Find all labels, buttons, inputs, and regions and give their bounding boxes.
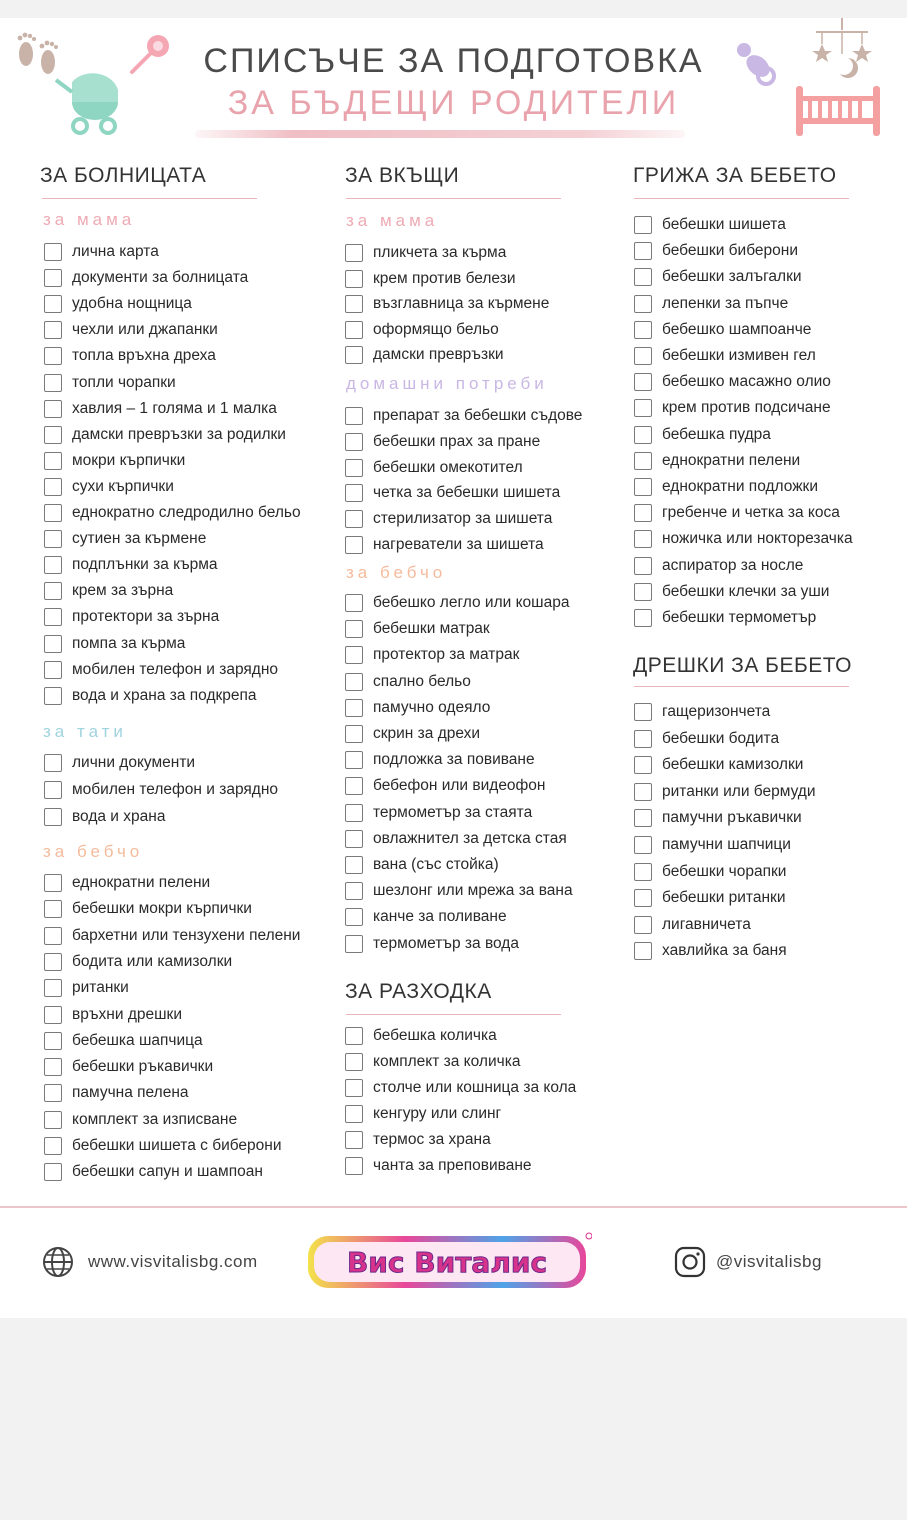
checkbox[interactable] (345, 1079, 363, 1097)
checklist-item-label: крем за зърна (72, 582, 174, 600)
checkbox[interactable] (634, 216, 652, 234)
checklist-item-label: бебешки измивен гел (662, 347, 816, 364)
checklist-item-label: сухи кърпички (72, 477, 174, 495)
checklist-item[interactable] (345, 644, 519, 666)
checkbox[interactable] (44, 754, 62, 772)
checklist-item-label: бебешки чорапки (662, 862, 787, 880)
checklist-item[interactable] (44, 1056, 213, 1078)
footer-divider (0, 1206, 907, 1208)
checkbox[interactable] (345, 346, 363, 364)
checklist-item-label: бебешка пудра (662, 425, 771, 443)
checkbox[interactable] (44, 295, 62, 313)
checkbox[interactable] (44, 452, 62, 470)
checklist-item[interactable] (634, 450, 800, 472)
checklist-item[interactable] (44, 450, 185, 472)
subsection-hospital-mom: за мама (43, 210, 136, 229)
checklist-item[interactable] (44, 528, 206, 550)
checklist-item-label: лепенки за пъпче (662, 294, 789, 312)
checklist-item-label: бебешко масажно олио (662, 373, 831, 391)
checklist-item-label: удобна нощница (72, 295, 192, 313)
checklist-item[interactable] (634, 345, 816, 367)
checkbox[interactable] (345, 407, 363, 425)
vis-vitalis-logo (306, 1230, 592, 1292)
checkbox[interactable] (44, 321, 62, 339)
checkbox[interactable] (44, 582, 62, 600)
checklist-item-label: ританки (72, 979, 129, 997)
checkbox[interactable] (345, 646, 363, 664)
checklist-item[interactable] (345, 933, 519, 955)
checklist-item[interactable] (44, 554, 218, 576)
checkbox[interactable] (634, 242, 652, 260)
instagram-handle[interactable]: @visvitalisbg (716, 1252, 822, 1271)
checklist-item[interactable] (634, 914, 751, 936)
globe-icon (42, 1246, 74, 1278)
checkbox[interactable] (44, 1058, 62, 1076)
checklist-item-label: памучна пелена (72, 1084, 189, 1102)
checkbox[interactable] (345, 751, 363, 769)
checkbox[interactable] (44, 426, 62, 444)
checklist-item[interactable] (345, 1103, 501, 1125)
checklist-item[interactable] (634, 502, 840, 524)
checklist-item-label: термос за храна (373, 1131, 491, 1148)
checklist-item-label: бебешки клечки за уши (662, 582, 830, 600)
checklist-item-label: еднократно следродилно бельо (72, 504, 301, 521)
checklist-item-label: бебешки бодита (662, 729, 780, 747)
checklist-item-label: вода и храна (72, 808, 166, 825)
checkbox[interactable] (44, 874, 62, 892)
checklist-item-label: бебешко шампоанче (662, 320, 812, 338)
checklist-page (0, 18, 907, 1318)
checkbox[interactable] (44, 1032, 62, 1050)
checklist-item[interactable] (634, 476, 818, 498)
checkbox[interactable] (345, 484, 363, 502)
checkbox[interactable] (345, 804, 363, 822)
checklist-item[interactable] (345, 1077, 576, 1099)
checkbox[interactable] (345, 882, 363, 900)
checklist-item-label: спално бельо (373, 672, 471, 690)
checklist-item[interactable] (44, 1161, 263, 1183)
checklist-item-label: вода и храна за подкрепа (72, 686, 257, 704)
checklist-item[interactable] (44, 267, 248, 289)
checkbox[interactable] (634, 889, 652, 907)
subsection-hospital-baby: за бебчо (43, 842, 144, 861)
checklist-item-label: вана (със стойка) (373, 856, 499, 873)
title-line-2: ЗА БЪДЕЩИ РОДИТЕЛИ (227, 84, 680, 122)
checklist-item[interactable] (345, 457, 523, 479)
checklist-item[interactable] (634, 607, 816, 629)
checkbox[interactable] (345, 673, 363, 691)
checkbox[interactable] (634, 916, 652, 934)
checkbox[interactable] (345, 935, 363, 953)
checkbox[interactable] (44, 269, 62, 287)
checklist-item[interactable] (345, 319, 499, 341)
checklist-item[interactable] (345, 405, 582, 427)
checklist-item[interactable] (345, 618, 490, 640)
checkbox[interactable] (44, 243, 62, 261)
checklist-item[interactable] (44, 1135, 282, 1157)
checklist-item-label: пликчета за кърма (373, 244, 507, 261)
checklist-item-label: бебешки ръкавички (72, 1058, 214, 1076)
section-divider (346, 198, 561, 199)
checkbox[interactable] (44, 400, 62, 418)
checkbox[interactable] (44, 1084, 62, 1102)
checklist-item-label: бебешки шишета с биберони (72, 1137, 282, 1154)
checkbox[interactable] (345, 620, 363, 638)
checklist-item-label: термометър за стаята (373, 803, 533, 821)
checkbox[interactable] (345, 510, 363, 528)
checklist-item-label: термометър за вода (373, 934, 519, 952)
checklist-item[interactable] (345, 749, 535, 771)
checklist-item-label: чанта за преповиване (373, 1157, 532, 1174)
checklist-item[interactable] (44, 241, 159, 263)
checklist-item[interactable] (44, 951, 232, 973)
subsection-hospital-dad: за тати (43, 722, 127, 741)
checklist-item-label: подложка за повиване (373, 751, 535, 769)
checklist-item-label: столче или кошница за кола (373, 1079, 577, 1096)
checklist-item-label: крем против белези (373, 269, 516, 287)
checkbox[interactable] (634, 756, 652, 774)
checkbox[interactable] (345, 270, 363, 288)
checklist-item-label: хавлийка за баня (662, 942, 787, 960)
checklist-item[interactable] (345, 697, 490, 719)
checkbox[interactable] (345, 536, 363, 554)
checklist-item[interactable] (44, 779, 278, 801)
checklist-item[interactable] (345, 508, 552, 530)
checklist-item-label: канче за поливане (373, 908, 507, 926)
checkbox[interactable] (634, 863, 652, 881)
checklist-item[interactable] (44, 476, 174, 498)
checklist-item[interactable] (634, 555, 803, 577)
checklist-item-label: гащеризончета (662, 703, 771, 720)
checklist-item-label: мобилен телефон и зарядно (72, 781, 279, 798)
checkbox[interactable] (634, 836, 652, 854)
checklist-item[interactable] (345, 723, 480, 745)
checklist-item[interactable] (634, 266, 802, 288)
checklist-item[interactable] (44, 752, 195, 774)
checklist-item-label: бебешки камизолки (662, 756, 804, 774)
checkbox[interactable] (634, 347, 652, 365)
section-title-clothes: ДРЕШКИ ЗА БЕБЕТО (633, 654, 852, 677)
checklist-item[interactable] (44, 1030, 203, 1052)
checklist-item-label: оформящо бельо (373, 320, 499, 338)
checkbox[interactable] (44, 687, 62, 705)
checklist-item[interactable] (345, 828, 567, 850)
checklist-item-label: чехли или джапанки (72, 321, 218, 339)
section-divider (346, 1014, 561, 1015)
checklist-item-label: памучно одеяло (373, 698, 491, 716)
checklist-item[interactable] (44, 806, 165, 828)
checklist-item[interactable] (634, 834, 791, 856)
checklist-item-label: лични документи (72, 754, 196, 771)
checklist-item-label: крем против подсичане (662, 399, 831, 417)
checkbox[interactable] (44, 953, 62, 971)
checklist-item[interactable] (345, 1155, 532, 1177)
checklist-item-label: еднократни пелени (662, 451, 801, 469)
checklist-item-label: еднократни пелени (72, 874, 211, 891)
section-title-outing: ЗА РАЗХОДКА (345, 980, 492, 1003)
checklist-item-label: ританки или бермуди (662, 782, 816, 800)
section-divider (634, 198, 849, 199)
checklist-item-label: бебешки матрак (373, 620, 490, 638)
checklist-item[interactable] (345, 1051, 520, 1073)
checklist-item[interactable] (44, 1004, 182, 1026)
checklist-item[interactable] (634, 424, 771, 446)
subsection-home-mom: за мама (346, 211, 439, 230)
checkbox[interactable] (44, 1006, 62, 1024)
checklist-item-label: нагреватели за шишета (373, 536, 544, 553)
checklist-item[interactable] (345, 906, 507, 928)
title-underline (195, 130, 685, 138)
section-title-care: ГРИЖА ЗА БЕБЕТО (633, 164, 837, 187)
checklist-item-label: протектор за матрак (373, 646, 520, 664)
checklist-item[interactable] (345, 592, 569, 614)
checklist-item[interactable] (634, 728, 779, 750)
website-link[interactable]: www.visvitalisbg.com (88, 1252, 258, 1271)
checklist-item-label: памучни ръкавички (662, 809, 802, 827)
checklist-item-label: протектори за зърна (72, 608, 220, 626)
checkbox[interactable] (44, 808, 62, 826)
checklist-item[interactable] (345, 431, 540, 453)
checklist-item-label: мокри кърпички (72, 451, 186, 469)
checkbox[interactable] (634, 426, 652, 444)
checklist-item-label: топли чорапки (72, 373, 176, 391)
checklist-item[interactable] (345, 534, 544, 556)
checklist-item-label: бебешки прах за пране (373, 432, 541, 450)
checkbox[interactable] (44, 608, 62, 626)
checkbox[interactable] (44, 979, 62, 997)
checklist-item[interactable] (345, 880, 573, 902)
subsection-household: домашни потреби (346, 374, 548, 393)
checklist-item[interactable] (634, 807, 802, 829)
checkbox[interactable] (345, 244, 363, 262)
checkbox[interactable] (44, 347, 62, 365)
checklist-item[interactable] (345, 802, 532, 824)
instagram-icon (674, 1246, 706, 1278)
checkbox[interactable] (634, 268, 652, 286)
checkbox[interactable] (345, 1157, 363, 1175)
logo-text: Вис Виталис (346, 1246, 548, 1279)
checkbox[interactable] (345, 725, 363, 743)
checklist-item-label: комплект за количка (373, 1053, 521, 1070)
checkbox[interactable] (634, 809, 652, 827)
checkbox[interactable] (634, 399, 652, 417)
checklist-item[interactable] (44, 1082, 189, 1104)
checkbox[interactable] (634, 373, 652, 391)
checklist-item[interactable] (44, 372, 176, 394)
checklist-item-label: хавлия – 1 голяма и 1 малка (72, 399, 277, 417)
checkbox[interactable] (44, 661, 62, 679)
checkbox[interactable] (44, 1163, 62, 1181)
checklist-item[interactable] (634, 781, 816, 803)
checklist-item[interactable] (44, 872, 210, 894)
checkbox[interactable] (345, 1105, 363, 1123)
checkbox[interactable] (44, 635, 62, 653)
checklist-item[interactable] (44, 580, 173, 602)
checklist-item-label: бебешка шапчица (72, 1031, 203, 1049)
checkbox[interactable] (634, 583, 652, 601)
checkbox[interactable] (345, 777, 363, 795)
checkbox[interactable] (44, 374, 62, 392)
checklist-item[interactable] (44, 977, 129, 999)
checklist-item[interactable] (44, 1109, 237, 1131)
checklist-item[interactable] (44, 319, 218, 341)
checklist-item[interactable] (345, 242, 506, 264)
checklist-item-label: подплънки за кърма (72, 556, 218, 574)
checklist-item-label: бебешки омекотител (373, 458, 523, 476)
checklist-item-label: бебешки сапун и шампоан (72, 1163, 263, 1181)
checkbox[interactable] (345, 830, 363, 848)
checklist-item-label: връхни дрешки (72, 1005, 182, 1023)
checklist-item[interactable] (345, 293, 549, 315)
checkbox[interactable] (634, 730, 652, 748)
checklist-item-label: скрин за дрехи (373, 725, 481, 742)
checklist-item[interactable] (634, 940, 787, 962)
checkbox[interactable] (345, 1053, 363, 1071)
checklist-item-label: бебешки ританки (662, 889, 786, 907)
checklist-item[interactable] (44, 925, 300, 947)
checklist-item-label: топла връхна дреха (72, 347, 216, 365)
checklist-item-label: възглавница за кърмене (373, 295, 550, 313)
checklist-item-label: кенгуру или слинг (373, 1105, 502, 1122)
checklist-item[interactable] (345, 1025, 497, 1047)
checklist-item[interactable] (345, 671, 471, 693)
checkbox[interactable] (44, 781, 62, 799)
section-title-home: ЗА ВКЪЩИ (345, 164, 460, 187)
checklist-item-label: дамски превръзки за родилки (72, 425, 286, 443)
checkbox[interactable] (345, 594, 363, 612)
checklist-item[interactable] (345, 268, 515, 290)
checklist-item-label: памучни шапчици (662, 836, 791, 853)
checkbox[interactable] (345, 459, 363, 477)
checklist-item-label: бодита или камизолки (72, 952, 233, 970)
checkbox[interactable] (634, 295, 652, 313)
checklist-item[interactable] (44, 424, 286, 446)
subsection-home-baby: за бебчо (346, 563, 447, 582)
checklist-item[interactable] (44, 293, 192, 315)
checklist-item[interactable] (634, 754, 803, 776)
checklist-item-label: бебешки мокри кърпички (72, 900, 252, 918)
checklist-item-label: помпа за кърма (72, 634, 186, 652)
checkbox[interactable] (634, 504, 652, 522)
checkbox[interactable] (634, 530, 652, 548)
checklist-item-label: ножичка или нокторезачка (662, 530, 853, 548)
checklist-item[interactable] (634, 397, 831, 419)
checklist-item-label: стерилизатор за шишета (373, 510, 553, 528)
checklist-item-label: шезлонг или мрежа за вана (373, 882, 573, 900)
checklist-item[interactable] (345, 854, 499, 876)
checklist-item[interactable] (634, 528, 853, 550)
checkbox[interactable] (345, 433, 363, 451)
section-divider (42, 198, 257, 199)
checklist-item-label: бебешки залъгалки (662, 268, 802, 286)
checklist-item-label: бебефон или видеофон (373, 777, 546, 795)
checklist-item-label: овлажнител за детска стая (373, 829, 567, 847)
checkbox[interactable] (634, 783, 652, 801)
checkbox[interactable] (44, 556, 62, 574)
checkbox[interactable] (345, 295, 363, 313)
checklist-item[interactable] (44, 633, 185, 655)
checkbox[interactable] (44, 1137, 62, 1155)
title-line-1: СПИСЪЧЕ ЗА ПОДГОТОВКА (203, 42, 704, 80)
checkbox[interactable] (44, 504, 62, 522)
checkbox[interactable] (44, 927, 62, 945)
checkbox[interactable] (44, 1111, 62, 1129)
checklist-item[interactable] (44, 898, 252, 920)
checklist-item[interactable] (634, 581, 829, 603)
checkbox[interactable] (345, 1131, 363, 1149)
checklist-item-label: лигавничета (662, 915, 751, 933)
checklist-item-label: бебешко легло или кошара (373, 594, 570, 611)
checklist-item[interactable] (345, 1129, 491, 1151)
checkbox[interactable] (634, 942, 652, 960)
checklist-item-label: документи за болницата (72, 269, 249, 287)
checklist-item[interactable] (634, 293, 788, 315)
checklist-item-label: дамски превръзки (373, 346, 504, 364)
checklist-item[interactable] (44, 606, 219, 628)
checklist-item-label: бебешки термометър (662, 609, 817, 626)
checkbox[interactable] (634, 703, 652, 721)
checkbox[interactable] (44, 900, 62, 918)
checkbox[interactable] (634, 321, 652, 339)
checklist-item[interactable] (44, 659, 278, 681)
checkbox[interactable] (345, 908, 363, 926)
header (0, 18, 907, 168)
checklist-item-label: аспиратор за носле (662, 556, 804, 574)
checklist-item[interactable] (44, 502, 301, 524)
checkbox[interactable] (345, 321, 363, 339)
checklist-item-label: лична карта (72, 243, 159, 260)
checklist-item-label: бебешки биберони (662, 242, 798, 260)
checklist-item-label: бархетни или тензухени пелени (72, 926, 301, 944)
checklist-item-label: гребенче и четка за коса (662, 504, 840, 522)
checkbox[interactable] (44, 530, 62, 548)
checkbox[interactable] (634, 557, 652, 575)
checkbox[interactable] (345, 1027, 363, 1045)
checklist-item-label: сутиен за кърмене (72, 530, 207, 548)
checkbox[interactable] (345, 856, 363, 874)
checklist-item[interactable] (634, 887, 785, 909)
checklist-item[interactable] (634, 701, 770, 723)
checklist-item[interactable] (44, 398, 277, 420)
checklist-item-label: комплект за изписване (72, 1110, 238, 1128)
checkbox[interactable] (634, 609, 652, 627)
checklist-item[interactable] (345, 344, 504, 366)
checklist-item-label: мобилен телефон и зарядно (72, 660, 279, 678)
checkbox[interactable] (634, 478, 652, 496)
checkbox[interactable] (44, 478, 62, 496)
checkbox[interactable] (345, 699, 363, 717)
section-divider (634, 686, 849, 687)
checklist-item-label: бебешка количка (373, 1027, 497, 1044)
checklist-item[interactable] (634, 861, 786, 883)
checkbox[interactable] (634, 452, 652, 470)
checklist-item[interactable] (345, 482, 560, 504)
checklist-item[interactable] (44, 685, 257, 707)
checklist-item-label: препарат за бебешки съдове (373, 407, 583, 424)
checklist-item-label: бебешки шишета (662, 216, 786, 233)
section-title-hospital: ЗА БОЛНИЦАТА (40, 164, 207, 187)
checklist-item[interactable] (634, 371, 831, 393)
checklist-item[interactable] (634, 214, 786, 236)
checklist-item-label: четка за бебешки шишета (373, 484, 561, 502)
checklist-item[interactable] (44, 345, 216, 367)
checklist-item[interactable] (634, 240, 798, 262)
checklist-item-label: еднократни подложки (662, 478, 818, 495)
checklist-item[interactable] (634, 319, 811, 341)
checklist-item[interactable] (345, 775, 546, 797)
